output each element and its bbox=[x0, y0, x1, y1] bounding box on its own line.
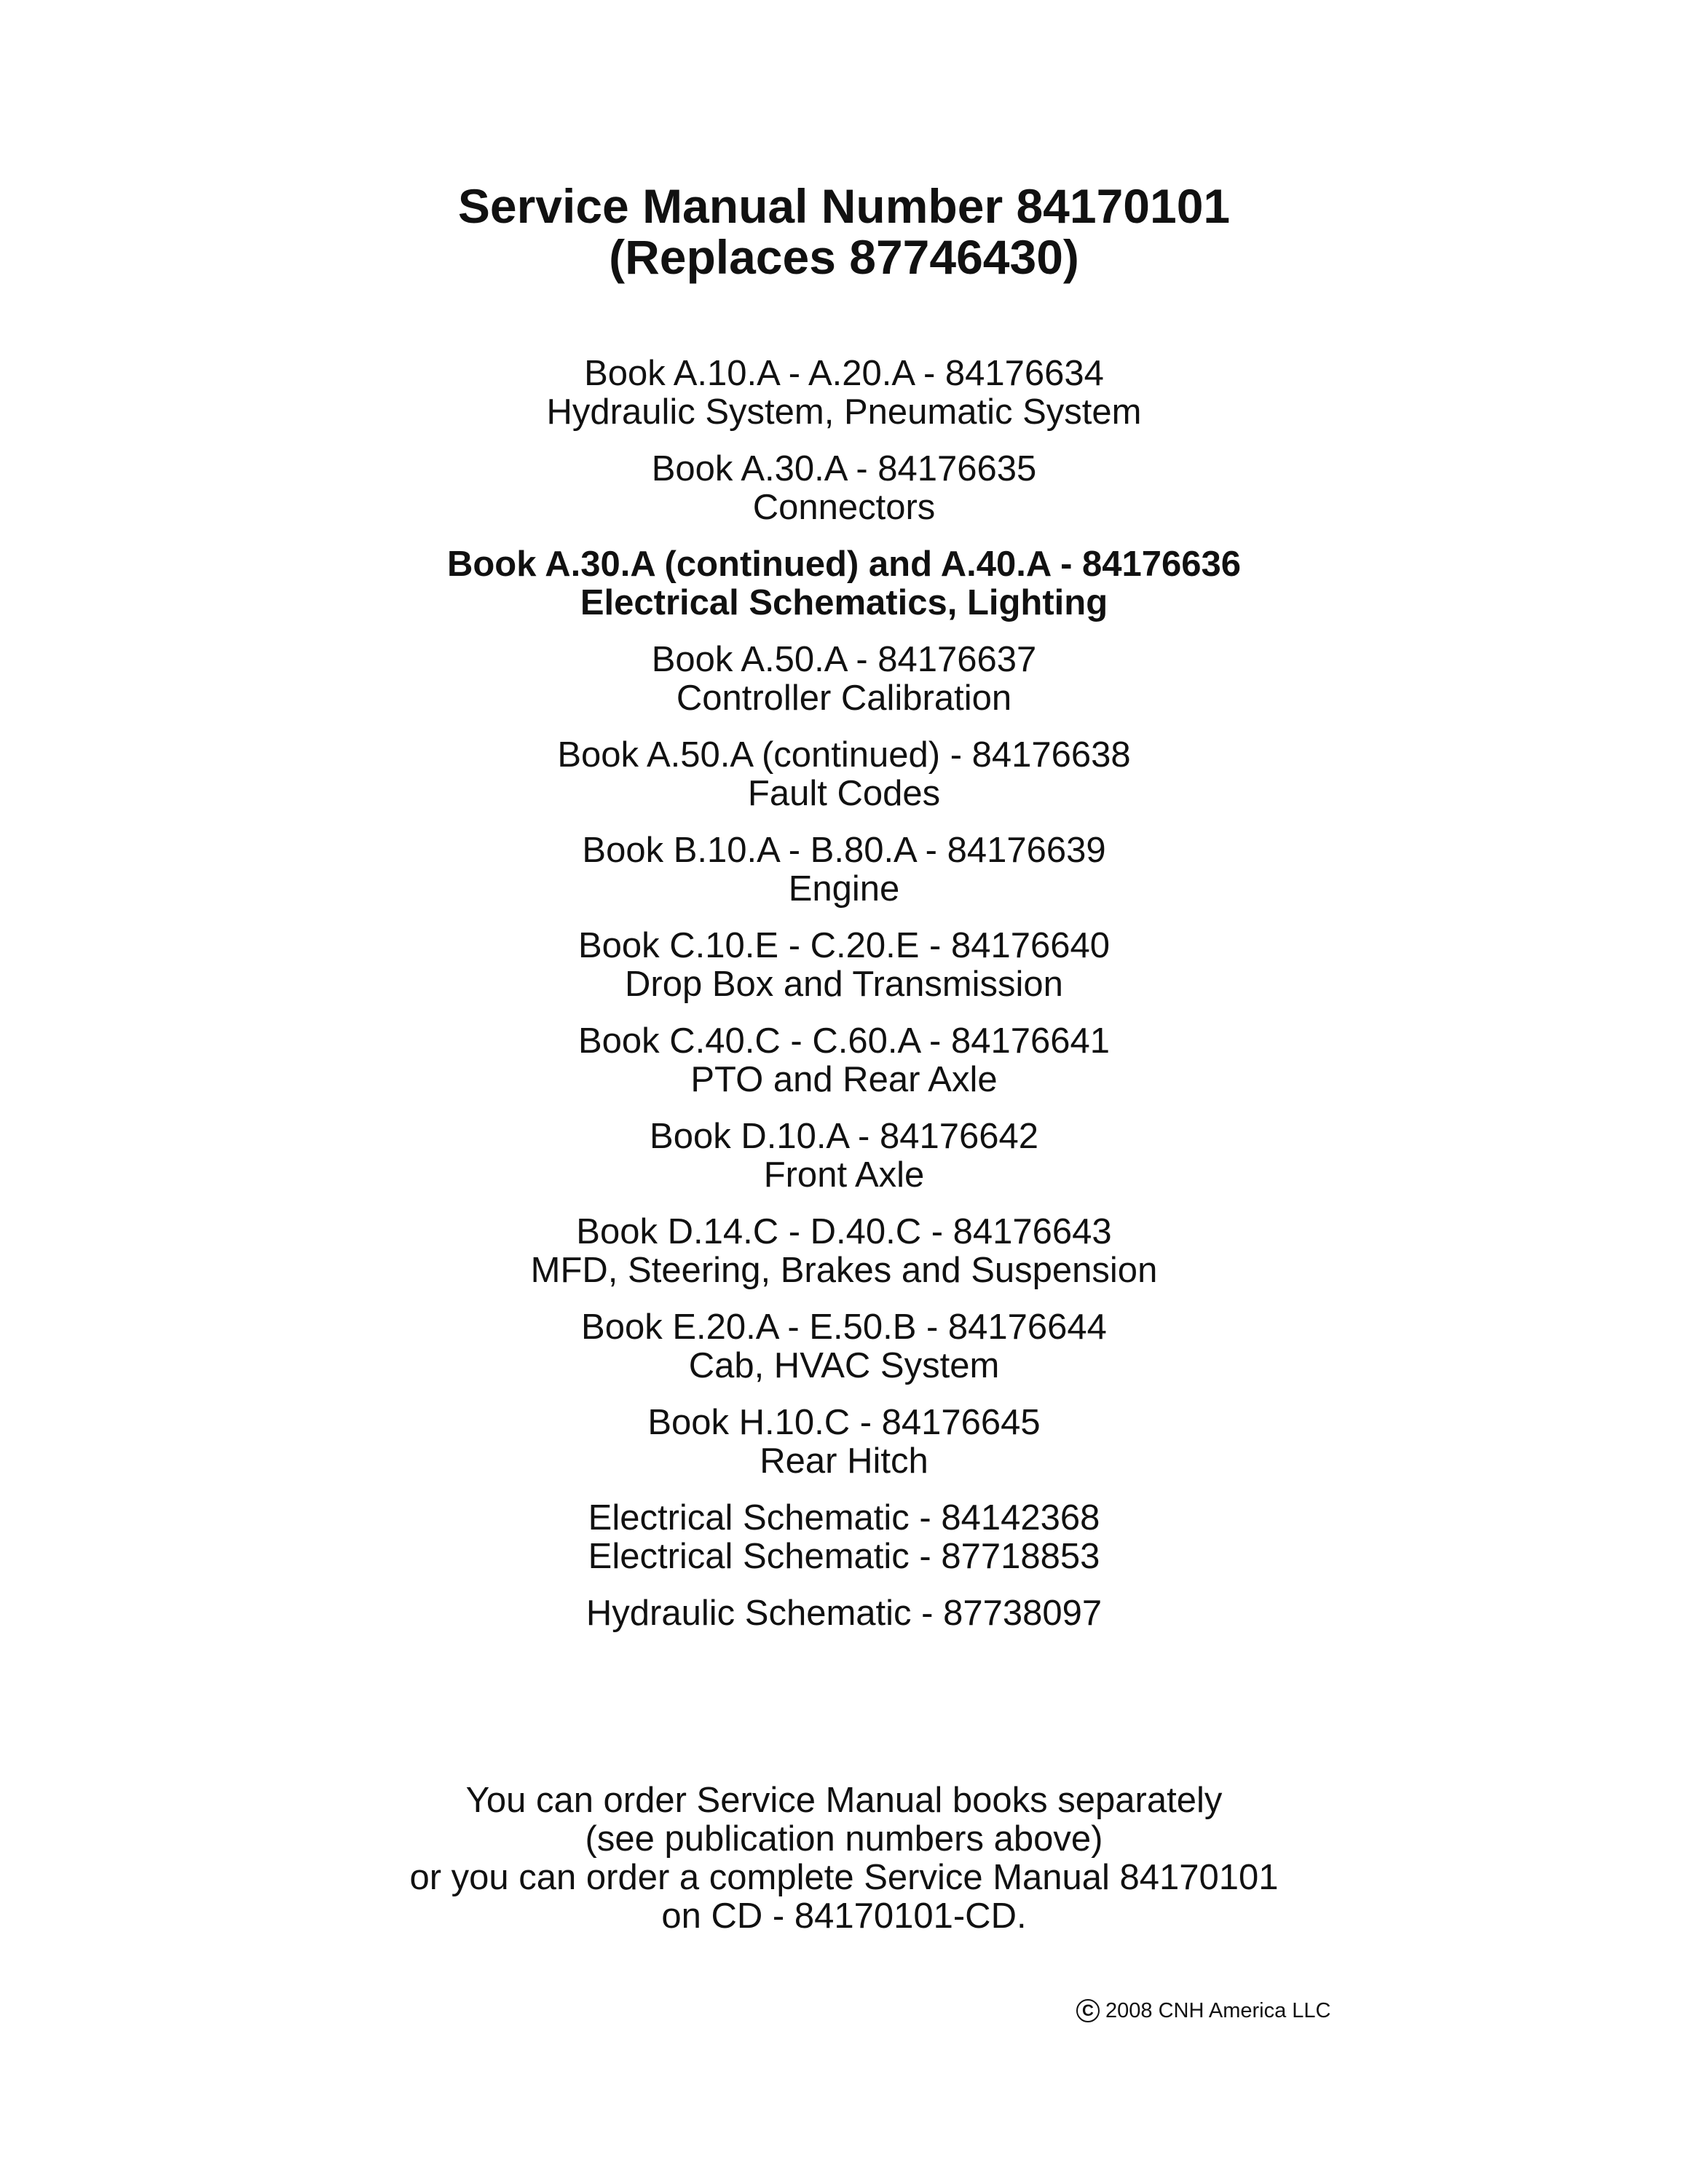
book-code: Book A.50.A - 84176637 bbox=[651, 640, 1037, 679]
book-code: Book E.20.A - E.50.B - 84176644 bbox=[581, 1307, 1107, 1347]
order-note bbox=[0, 1781, 1688, 1936]
book-subtitle: Cab, HVAC System bbox=[688, 1346, 1000, 1385]
book-entry bbox=[0, 1022, 1688, 1099]
book-code: Book A.30.A (continued) and A.40.A - 84176636 bbox=[446, 545, 1242, 584]
book-entry bbox=[0, 927, 1688, 1004]
book-entry bbox=[0, 641, 1688, 718]
book-entry bbox=[0, 1404, 1688, 1481]
copyright-notice bbox=[1076, 1998, 1330, 2023]
book-list bbox=[0, 355, 1688, 1633]
book-subtitle: Connectors bbox=[752, 488, 936, 527]
electrical-schematic-entry: Electrical Schematic - 87718853 bbox=[588, 1537, 1100, 1576]
book-entry bbox=[0, 736, 1688, 813]
book-subtitle: Drop Box and Transmission bbox=[625, 965, 1063, 1004]
book-subtitle: Electrical Schematics, Lighting bbox=[580, 583, 1108, 622]
order-note-line: (see publication numbers above) bbox=[585, 1819, 1103, 1859]
book-subtitle: Fault Codes bbox=[747, 774, 941, 813]
order-note-line: on CD - 84170101-CD. bbox=[661, 1896, 1027, 1936]
order-note-line: or you can order a complete Service Manual 84170101 bbox=[409, 1858, 1279, 1897]
electrical-schematic-entry: Electrical Schematic - 84142368 bbox=[588, 1498, 1100, 1538]
book-code: Book B.10.A - B.80.A - 84176639 bbox=[582, 831, 1106, 870]
book-subtitle: Engine bbox=[788, 869, 900, 909]
title-line-2: (Replaces 87746430) bbox=[609, 230, 1079, 284]
book-subtitle: Hydraulic System, Pneumatic System bbox=[546, 392, 1142, 432]
book-entry bbox=[0, 1308, 1688, 1385]
book-entry bbox=[0, 355, 1688, 432]
copyright-text: 2008 CNH America LLC bbox=[1105, 1999, 1331, 2022]
book-entry bbox=[0, 1213, 1688, 1290]
book-code: Book A.10.A - A.20.A - 84176634 bbox=[584, 354, 1104, 393]
book-entry bbox=[0, 831, 1688, 909]
book-subtitle: PTO and Rear Axle bbox=[690, 1060, 998, 1099]
title-line-1: Service Manual Number 84170101 bbox=[457, 179, 1231, 233]
book-subtitle: Front Axle bbox=[763, 1155, 925, 1195]
book-code: Book A.50.A (continued) - 84176638 bbox=[557, 735, 1131, 775]
book-code: Book D.14.C - D.40.C - 84176643 bbox=[576, 1212, 1112, 1251]
page-title bbox=[0, 181, 1688, 282]
book-subtitle: Controller Calibration bbox=[676, 678, 1012, 718]
book-entry bbox=[0, 1117, 1688, 1195]
book-code: Book C.40.C - C.60.A - 84176641 bbox=[578, 1021, 1110, 1061]
book-code: Book H.10.C - 84176645 bbox=[647, 1403, 1041, 1442]
book-code: Book C.10.E - C.20.E - 84176640 bbox=[578, 926, 1110, 965]
book-entry-highlighted bbox=[0, 545, 1688, 622]
book-subtitle: MFD, Steering, Brakes and Suspension bbox=[530, 1251, 1158, 1290]
electrical-schematics bbox=[0, 1499, 1688, 1576]
order-note-line: You can order Service Manual books separately bbox=[465, 1781, 1223, 1820]
book-code: Book D.10.A - 84176642 bbox=[650, 1117, 1038, 1156]
hydraulic-schematic-entry: Hydraulic Schematic - 87738097 bbox=[585, 1594, 1103, 1633]
book-code: Book A.30.A - 84176635 bbox=[651, 449, 1037, 488]
book-entry bbox=[0, 450, 1688, 527]
book-subtitle: Rear Hitch bbox=[760, 1441, 928, 1481]
copyright-icon: C bbox=[1076, 1999, 1100, 2022]
